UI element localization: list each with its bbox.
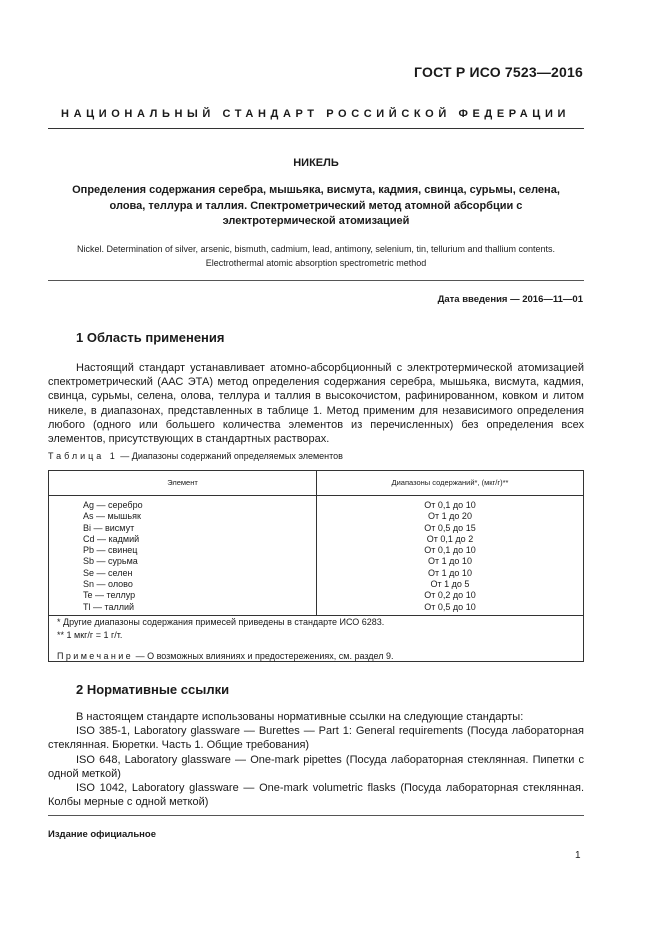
table-cell-element: Bi — висмут <box>83 522 135 533</box>
standard-subtitle-en <box>48 242 584 270</box>
title-divider <box>48 280 584 281</box>
table-caption-label: Таблица 1 <box>48 451 118 461</box>
table-row <box>49 523 583 534</box>
reference-item: ISO 648, Laboratory glassware — One-mark pipettes (Посуда лабораторная стеклянная. Пипетки с одной меткой) <box>48 753 584 780</box>
national-standard-banner: НАЦИОНАЛЬНЫЙ СТАНДАРТ РОССИЙСКОЙ ФЕДЕРАЦИИ <box>61 108 570 120</box>
table-row <box>49 568 583 579</box>
table-footnote-2: ** 1 мкг/г = 1 г/т. <box>57 630 123 640</box>
table-body <box>49 500 583 613</box>
table-note-label: Примечание <box>57 651 134 661</box>
table-cell-element: Pb — свинец <box>83 545 138 556</box>
table-cell-element: Cd — кадмий <box>83 533 140 544</box>
table-cell-range: От 0,1 до 2 <box>426 533 474 544</box>
ranges-table <box>48 470 584 662</box>
table-cell-element: Tl — таллий <box>83 601 135 612</box>
standard-subtitle-ru: Определения содержания серебра, мышьяка, висмута, кадмия, свинца, сурьмы, селена, олова, теллура и таллия. Спектрометрический метод атомной абсорбции с электротермической атомизацией <box>72 184 560 227</box>
table-cell-range: От 1 до 10 <box>428 567 472 578</box>
table-row <box>49 511 583 522</box>
table-row <box>49 590 583 601</box>
reference-item: ISO 385-1, Laboratory glassware — Burettes — Part 1: General requirements (Посуда лабораторная стеклянная. Бюретки. Часть 1. Общие требования) <box>48 725 584 752</box>
references-intro: В настоящем стандарте использованы нормативные ссылки на следующие стандарты: <box>76 711 524 723</box>
table-row <box>49 500 583 511</box>
table-header-element: Элемент <box>167 478 198 487</box>
table-cell-range: От 1 до 20 <box>428 511 472 522</box>
subtitle-en-line1: Nickel. Determination of silver, arsenic, bismuth, cadmium, lead, antimony, selenium, tin, tellurium and thallium contents. <box>76 244 556 254</box>
table-row <box>49 534 583 545</box>
table-footnote-1: * Другие диапазоны содержания примесей приведены в стандарте ИСО 6283. <box>57 617 385 627</box>
table-row <box>49 602 583 613</box>
section-1-paragraph: Настоящий стандарт устанавливает атомно-абсорбционный с электротермической атомизацией спектрометрический (ААС ЭТА) метод определения содержания серебра, мышьяка, висмута, кадмия, свинца, сурьмы, селена, олова, теллура и таллия в высокочистом, рафинированном, ковком и литом никеле, в диапазонах, представленных в таблице 1. Метод применим для независимого определения любого (одного или большего количества элементов из перечисленных) без определения всех элементов, присутствующих в стандартных растворах. <box>48 362 584 446</box>
standard-title: НИКЕЛЬ <box>293 157 339 169</box>
table-cell-element: As — мышьяк <box>83 511 141 522</box>
section-1-heading: 1 Область применения <box>76 330 225 345</box>
table-note <box>57 651 394 661</box>
table-note-text: — О возможных влияниях и предостережениях, см. раздел 9. <box>133 651 394 661</box>
table-row <box>49 556 583 567</box>
table-cell-element: Te — теллур <box>83 590 136 601</box>
subtitle-en-line2: Electrothermal atomic absorption spectrometric method <box>205 258 427 268</box>
table-cell-range: От 0,5 до 10 <box>424 601 476 612</box>
top-divider <box>48 128 584 129</box>
table-header-range: Диапазоны содержаний*, (мкг/г)** <box>391 478 509 487</box>
table-cell-range: От 1 до 5 <box>430 579 470 590</box>
page-number: 1 <box>575 850 581 861</box>
table-footer-divider <box>49 615 583 616</box>
table-cell-element: Ag — серебро <box>83 500 143 510</box>
table-caption <box>48 451 343 461</box>
table-row <box>49 579 583 590</box>
table-cell-element: Sn — олово <box>83 579 133 590</box>
document-number: ГОСТ Р ИСО 7523—2016 <box>414 64 583 80</box>
table-cell-element: Sb — сурьма <box>83 556 138 567</box>
table-header-divider <box>49 495 583 496</box>
table-caption-text: — Диапазоны содержаний определяемых элементов <box>117 451 343 461</box>
official-edition-label: Издание официальное <box>48 829 156 840</box>
table-cell-range: От 0,1 до 10 <box>424 500 476 510</box>
normative-references <box>48 710 584 809</box>
table-cell-range: От 0,1 до 10 <box>424 545 476 556</box>
table-cell-element: Se — селен <box>83 567 133 578</box>
table-cell-range: От 0,2 до 10 <box>424 590 476 601</box>
table-cell-range: От 1 до 10 <box>428 556 472 567</box>
footer-divider <box>48 815 584 816</box>
table-row <box>49 545 583 556</box>
reference-item: ISO 1042, Laboratory glassware — One-mark volumetric flasks (Посуда лабораторная стеклянная. Колбы мерные с одной меткой) <box>48 782 584 809</box>
date-of-introduction: Дата введения — 2016—11—01 <box>437 294 583 305</box>
table-cell-range: От 0,5 до 15 <box>424 522 476 533</box>
section-2-heading: 2 Нормативные ссылки <box>76 682 230 697</box>
